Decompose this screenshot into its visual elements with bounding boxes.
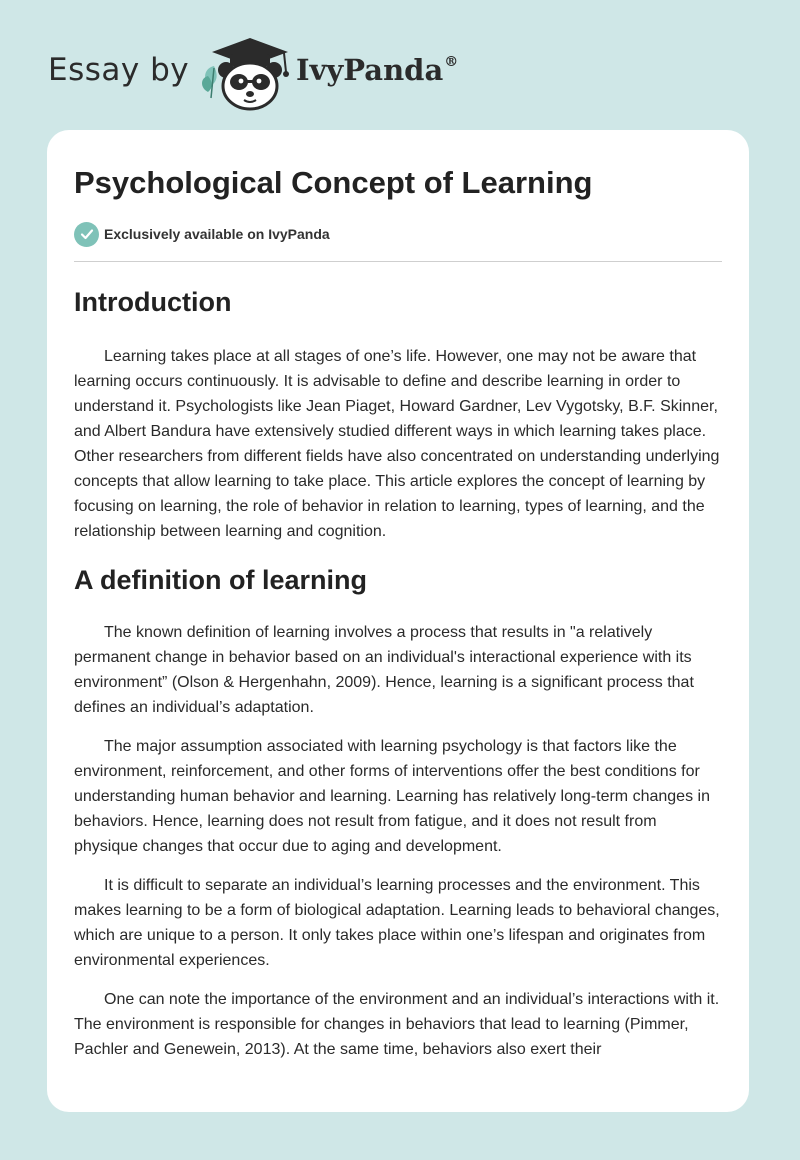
divider: [74, 261, 722, 262]
section-heading-definition: A definition of learning: [74, 565, 367, 595]
site-header: [0, 0, 800, 130]
brand-name-text: IvyPanda: [296, 53, 444, 87]
registered-mark: ®: [444, 54, 459, 70]
paragraph: The known definition of learning involves a process that results in "a relatively permanent change in behavior based on an individual's interactional experience with its environment” (Olson & Hergenhahn, 2009). Hence, learning is a significant process that defines an individual’s adaptation.: [74, 624, 694, 716]
article-body: [74, 280, 724, 1076]
article-title: Psychological Concept of Learning: [74, 165, 593, 200]
paragraph: The major assumption associated with learning psychology is that factors like the environment, reinforcement, and other forms of interventions offer the best conditions for understanding human behavior and learning. Learning has relatively long-term changes in behaviors. Hence, learning does not result from fatigue, and it does not result from physique changes that occur due to aging and development.: [74, 738, 710, 855]
paragraph: It is difficult to separate an individual’s learning processes and the environment. This makes learning to be a form of biological adaptation. Learning leads to behavioral changes, which are unique to a person. It only takes place within one’s lifespan and originates from environmental experiences.: [74, 877, 720, 969]
brand-name[interactable]: [296, 53, 458, 87]
exclusive-badge: [74, 221, 330, 247]
brand-prefix: Essay by: [48, 52, 190, 88]
check-circle-icon: [74, 222, 99, 247]
panda-logo-icon[interactable]: [196, 36, 296, 112]
section-heading-introduction: Introduction: [74, 287, 232, 317]
article-card: [47, 130, 749, 1112]
badge-label: Exclusively available on IvyPanda: [104, 226, 330, 242]
paragraph: One can note the importance of the environment and an individual’s interactions with it. The environment is responsible for changes in behaviors that lead to learning (Pimmer, Pachler and Genewein, 2013). At the same time, behaviors also exert their: [74, 991, 720, 1058]
paragraph: Learning takes place at all stages of one’s life. However, one may not be aware that learning occurs continuously. It is advisable to define and describe learning in order to understand it. Psychologists like Jean Piaget, Howard Gardner, Lev Vygotsky, B.F. Skinner, and Albert Bandura have extensively studied different ways in which learning takes place. Other researchers from different fields have also concentrated on understanding underlying concepts that allow learning to take place. This article explores the concept of learning by focusing on learning, the role of behavior in relation to learning, types of learning, and the relationship between learning and cognition.: [74, 348, 720, 540]
